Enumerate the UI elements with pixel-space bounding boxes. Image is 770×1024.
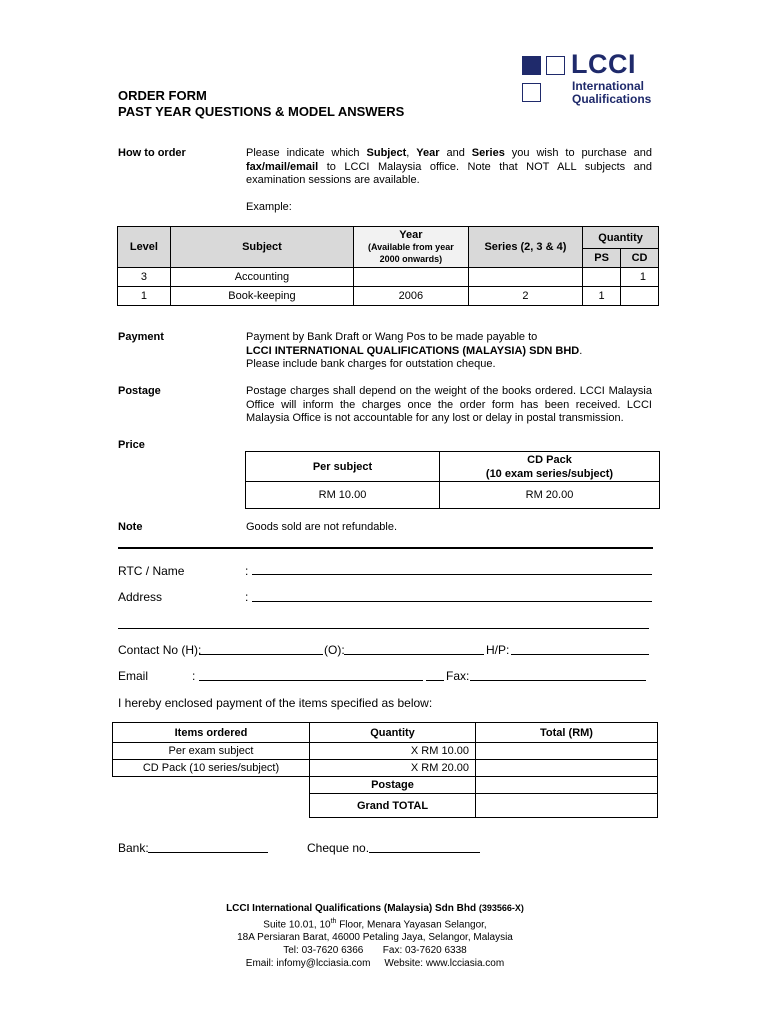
cheque-field[interactable] — [369, 840, 480, 853]
header-quantity: Quantity — [583, 227, 659, 249]
order-table — [112, 722, 658, 818]
address-field-line2[interactable] — [118, 616, 649, 629]
email-field-end — [426, 668, 444, 681]
logo-square-filled — [522, 56, 541, 75]
table-row: 3 Accounting 1 — [118, 268, 659, 287]
table-row: 1 Book-keeping 2006 2 1 — [118, 287, 659, 306]
rtc-name-label: RTC / Name — [118, 564, 185, 578]
total-cell-cd-pack[interactable] — [476, 760, 658, 777]
address-label: Address — [118, 590, 163, 604]
enclosed-statement: I hereby enclosed payment of the items specified as below: — [118, 696, 433, 710]
address-field[interactable] — [252, 589, 652, 602]
header-level: Level — [118, 227, 171, 268]
header-items-ordered: Items ordered — [113, 723, 310, 743]
email-label: Email — [118, 669, 149, 683]
how-to-order-text: Please indicate which Subject, Year and Series you wish to purchase and fax/mail/email to LCCI Malaysia office. Note that NOT ALL subjects and examination sessions are available. — [246, 147, 653, 186]
footer-address: LCCI International Qualifications (Malaysia) Sdn Bhd (393566-X) Suite 10.01, 10th Floor, Menara Yayasan Selangor, 18A Persiaran Barat, 46000 Petaling Jaya, Selangor, Malaysia Tel: 03-7620 6366 Fax: 03-7620 6338 Email: infomy@lcciasia.com Website: www.lcciasia.com — [226, 903, 524, 970]
contact-o-label: (O): — [324, 643, 345, 657]
email-field[interactable] — [199, 668, 423, 681]
postage-text: Postage charges shall depend on the weight of the books ordered. LCCI Malaysia Office will inform the charges once the order form has been received. LCCI Malaysia Office is not accountable for any lost or delay in postal transmission. — [246, 385, 652, 424]
bank-label: Bank: — [118, 841, 149, 855]
payment-label: Payment — [118, 331, 164, 343]
section-divider — [118, 547, 653, 549]
header-ps: PS — [583, 249, 621, 268]
per-subject-price: RM 10.00 — [246, 482, 440, 509]
price-label: Price — [118, 439, 145, 451]
header-subject: Subject — [170, 227, 353, 268]
table-row: Per exam subject X RM 10.00 — [113, 743, 658, 760]
logo-square-outline-bottom — [522, 83, 541, 102]
header-year: Year (Available from year 2000 onwards) — [354, 227, 469, 268]
example-table — [117, 226, 659, 306]
header-total: Total (RM) — [476, 723, 658, 743]
grand-total-label: Grand TOTAL — [310, 794, 476, 818]
price-table — [245, 451, 660, 509]
lcci-logo — [522, 49, 662, 108]
header-series: Series (2, 3 & 4) — [468, 227, 582, 268]
note-text: Goods sold are not refundable. — [246, 521, 398, 533]
cd-pack-header: CD Pack (10 exam series/subject) — [440, 452, 660, 482]
total-cell-postage[interactable] — [476, 777, 658, 794]
total-cell-per-subject[interactable] — [476, 743, 658, 760]
cheque-label: Cheque no. — [307, 841, 370, 855]
contact-h-label: Contact No (H): — [118, 643, 202, 657]
table-row: CD Pack (10 series/subject) X RM 20.00 — [113, 760, 658, 777]
contact-hp-label: H/P: — [486, 643, 510, 657]
total-cell-grand-total[interactable] — [476, 794, 658, 818]
cd-pack-price: RM 20.00 — [440, 482, 660, 509]
example-label: Example: — [246, 201, 292, 213]
contact-hp-field[interactable] — [511, 642, 649, 655]
payment-text: Payment by Bank Draft or Wang Pos to be made payable to LCCI INTERNATIONAL QUALIFICATIONS (MALAYSIA) SDN BHD. Please include bank charges for outstation cheque. — [246, 331, 583, 370]
postage-row-label: Postage — [310, 777, 476, 794]
postage-label: Postage — [118, 385, 161, 397]
contact-o-field[interactable] — [344, 642, 484, 655]
fax-label: Fax: — [446, 669, 470, 683]
logo-brand: LCCI — [571, 49, 636, 79]
how-to-order-label: How to order — [118, 147, 186, 159]
per-subject-header: Per subject — [246, 452, 440, 482]
logo-subtitle: International Qualifications — [572, 79, 652, 106]
page-title: ORDER FORM PAST YEAR QUESTIONS & MODEL ANSWERS — [118, 88, 405, 119]
rtc-name-field[interactable] — [252, 562, 652, 575]
bank-field[interactable] — [148, 840, 268, 853]
header-cd: CD — [621, 249, 659, 268]
fax-field[interactable] — [470, 668, 646, 681]
logo-square-outline — [546, 56, 565, 75]
contact-h-field[interactable] — [199, 642, 323, 655]
header-order-quantity: Quantity — [310, 723, 476, 743]
note-label: Note — [118, 521, 143, 533]
